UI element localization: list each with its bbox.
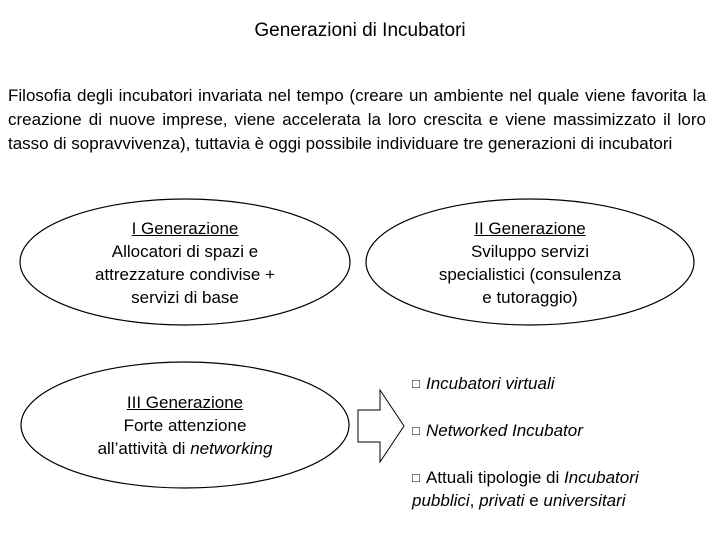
generation-2-line: Sviluppo servizi (470, 242, 590, 261)
generation-3-line: Forte attenzione (123, 416, 247, 435)
bullet-italic: Incubatori (563, 468, 639, 487)
list-item (412, 372, 712, 395)
list-item (412, 419, 712, 442)
bullet-text: Incubatori virtuali (426, 374, 555, 393)
generation-1-text (40, 217, 330, 309)
generation-1-heading: I Generazione (131, 219, 239, 238)
bullet-text: Attuali tipologie di (426, 468, 564, 487)
square-bullet-icon: □ (412, 376, 420, 391)
generation-2-line: e tutoraggio) (482, 288, 578, 307)
list-item (412, 466, 712, 512)
generation-3-text (40, 391, 330, 460)
generation-1-line: servizi di base (131, 288, 239, 307)
generation-2-heading: II Generazione (474, 219, 586, 238)
bullet-text: Networked Incubator (426, 421, 583, 440)
bullet-separator: , (469, 491, 480, 510)
generation-1-line: Allocatori di spazi e (111, 242, 259, 261)
generation-2-text (385, 217, 675, 309)
square-bullet-icon: □ (412, 470, 420, 485)
generation-3-heading: III Generazione (126, 393, 244, 412)
intro-paragraph: Filosofia degli incubatori invariata nel tempo (creare un ambiente nel quale viene favorita la creazione di nuove imprese, viene accelerata la loro crescita e viene massimizzato il loro tasso di sopravvivenza), tuttavia è oggi possibile individuare tre generazioni di incubatori (8, 86, 706, 153)
bullet-italic: universitari (543, 491, 626, 510)
right-arrow-icon (358, 390, 404, 462)
generation-3-line-text: all’attività di (97, 439, 191, 458)
bullet-list (412, 372, 712, 536)
square-bullet-icon: □ (412, 423, 420, 438)
bullet-italic: pubblici (412, 491, 470, 510)
generation-1-line: attrezzature condivise + (94, 265, 275, 284)
bullet-separator: e (524, 491, 544, 510)
page-title: Generazioni di Incubatori (254, 20, 466, 41)
bullet-italic: privati (479, 491, 525, 510)
generation-3-line (40, 437, 330, 460)
generation-2-line: specialistici (consulenza (438, 265, 622, 284)
generation-3-emphasis: networking (190, 439, 273, 458)
